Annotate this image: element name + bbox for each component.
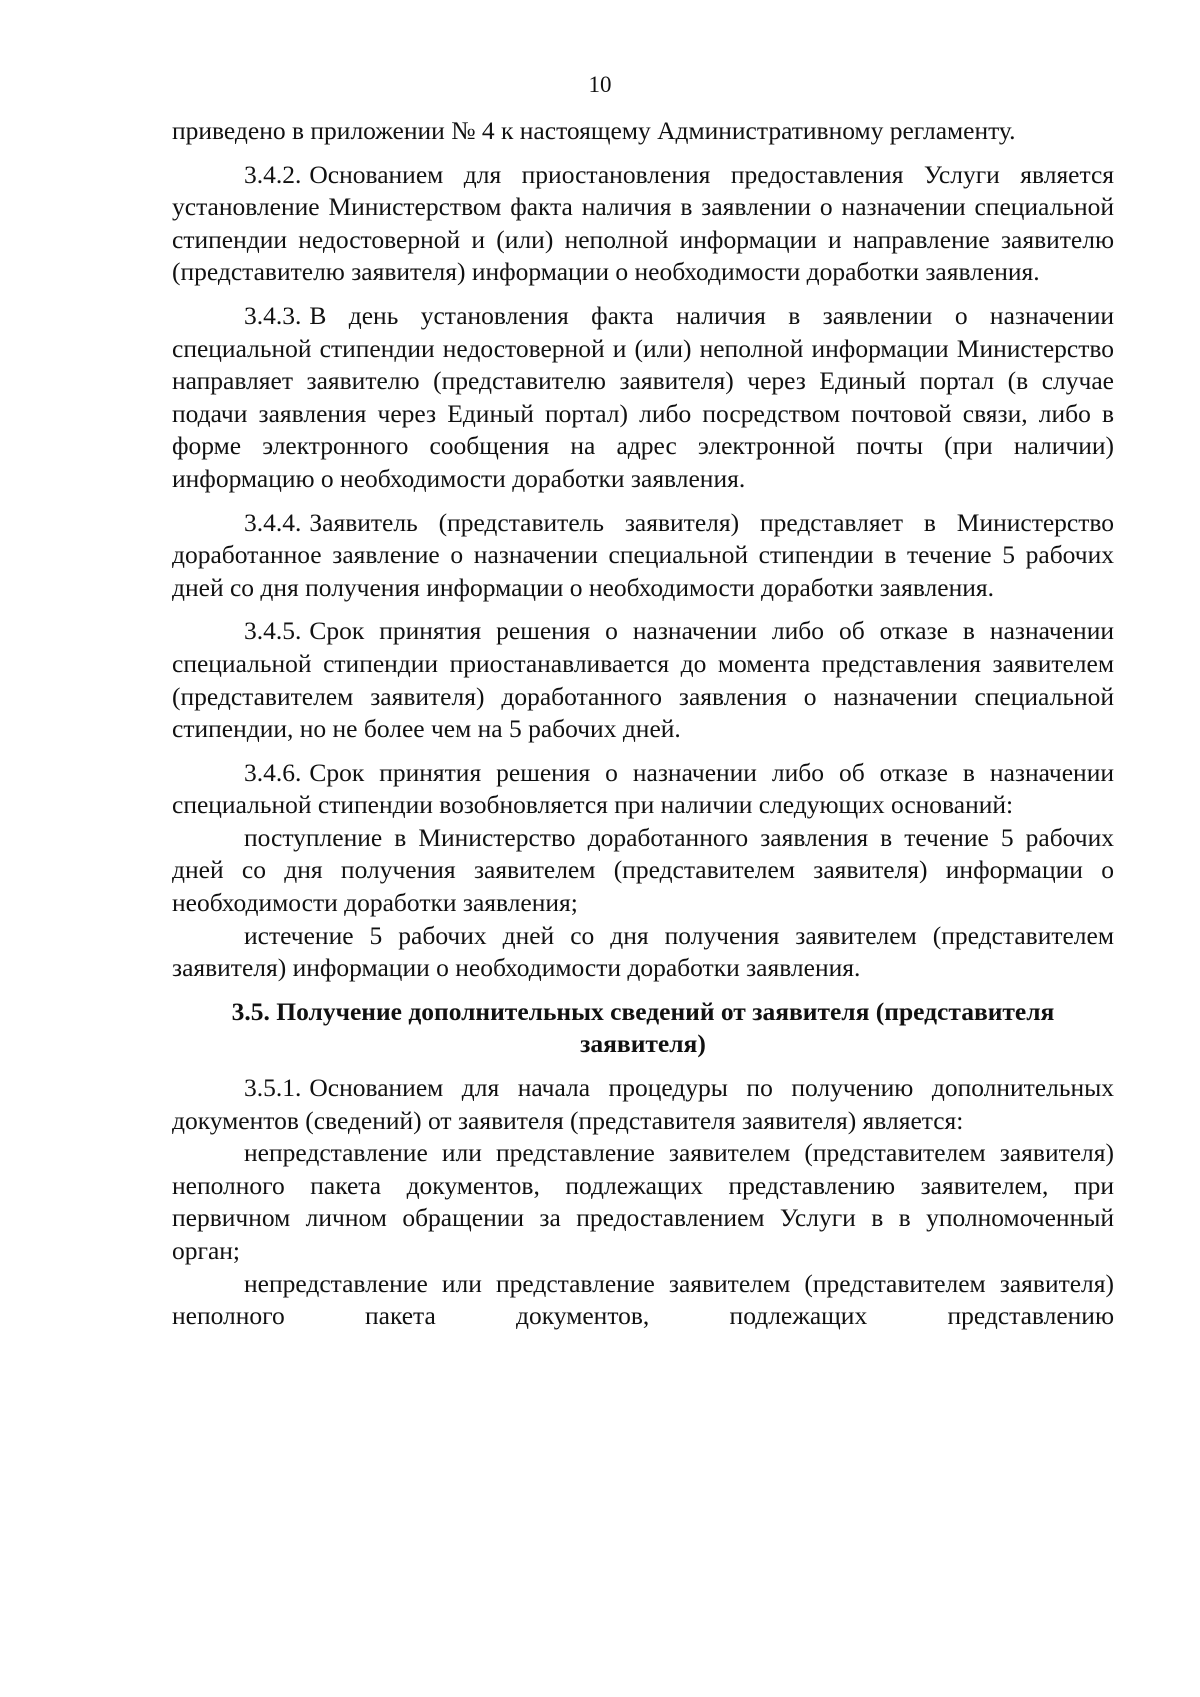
paragraph-ground-2: истечение 5 рабочих дней со дня получения заявителем (представителем заявителя) информации о необходимости доработки заявления. xyxy=(172,920,1114,983)
paragraph-3-5-1 xyxy=(172,1072,1114,1137)
document-body xyxy=(172,115,1114,1333)
clause-number: 3.4.6. xyxy=(244,757,302,787)
paragraph-text: Основанием для начала процедуры по получению дополнительных документов (сведений) от заявителя (представителя заявителя) является: xyxy=(172,1073,1114,1135)
paragraph-ground-1: поступление в Министерство доработанного заявления в течение 5 рабочих дней со дня получения заявителем (представителем заявителя) информации о необходимости доработки заявления; xyxy=(172,822,1114,918)
paragraph-text: Заявитель (представитель заявителя) представляет в Министерство доработанное заявление о назначении специальной стипендии в течение 5 рабочих дней со дня получения информации о необходимости доработки заявления. xyxy=(172,507,1114,602)
page-number: 10 xyxy=(588,72,612,97)
paragraph-basis-2: непредставление или представление заявителем (представителем заявителя) неполного пакета документов, подлежащих представлению xyxy=(172,1268,1114,1331)
paragraph-3-4-4 xyxy=(172,507,1114,605)
paragraph-3-4-5 xyxy=(172,615,1114,745)
clause-number: 3.4.4. xyxy=(244,507,302,537)
paragraph-text: Основанием для приостановления предоставления Услуги является установление Министерством факта наличия в заявлении о назначении специальной стипендии недостоверной и (или) неполной информации и направление заявителю (представителю заявителя) информации о необходимости доработки заявления. xyxy=(172,159,1114,287)
paragraph-continuation: приведено в приложении № 4 к настоящему Административному регламенту. xyxy=(172,116,1016,145)
paragraph-text: В день установления факта наличия в заявлении о назначении специальной стипендии недостоверной и (или) неполной информации Министерство направляет заявителю (представителю заявителя) через Единый портал (в случае подачи заявления через Единый портал) либо посредством почтовой связи, либо в форме электронного сообщения на адрес электронной почты (при наличии) информацию о необходимости доработки заявления. xyxy=(172,300,1114,493)
clause-number: 3.4.2. xyxy=(244,159,302,189)
clause-number: 3.5.1. xyxy=(244,1073,302,1103)
paragraph-text: Срок принятия решения о назначении либо об отказе в назначении специальной стипендии возобновляется при наличии следующих оснований: xyxy=(172,757,1114,820)
clause-number: 3.4.5. xyxy=(244,616,302,646)
paragraph-3-4-3 xyxy=(172,300,1114,496)
paragraph-3-4-2 xyxy=(172,159,1114,289)
section-heading-3-5: 3.5. Получение дополнительных сведений от заявителя (представителя заявителя) xyxy=(231,996,1055,1059)
paragraph-3-4-6 xyxy=(172,757,1114,822)
clause-number: 3.4.3. xyxy=(244,300,302,330)
paragraph-basis-1: непредставление или представление заявителем (представителем заявителя) неполного пакета документов, подлежащих представлению заявителем, при первичном личном обращении за предоставлением Услуги в в уполномоченный орган; xyxy=(172,1138,1114,1265)
paragraph-text: Срок принятия решения о назначении либо об отказе в назначении специальной стипендии приостанавливается до момента представления заявителем (представителем заявителя) доработанного заявления о назначении специальной стипендии, но не более чем на 5 рабочих дней. xyxy=(172,616,1114,744)
